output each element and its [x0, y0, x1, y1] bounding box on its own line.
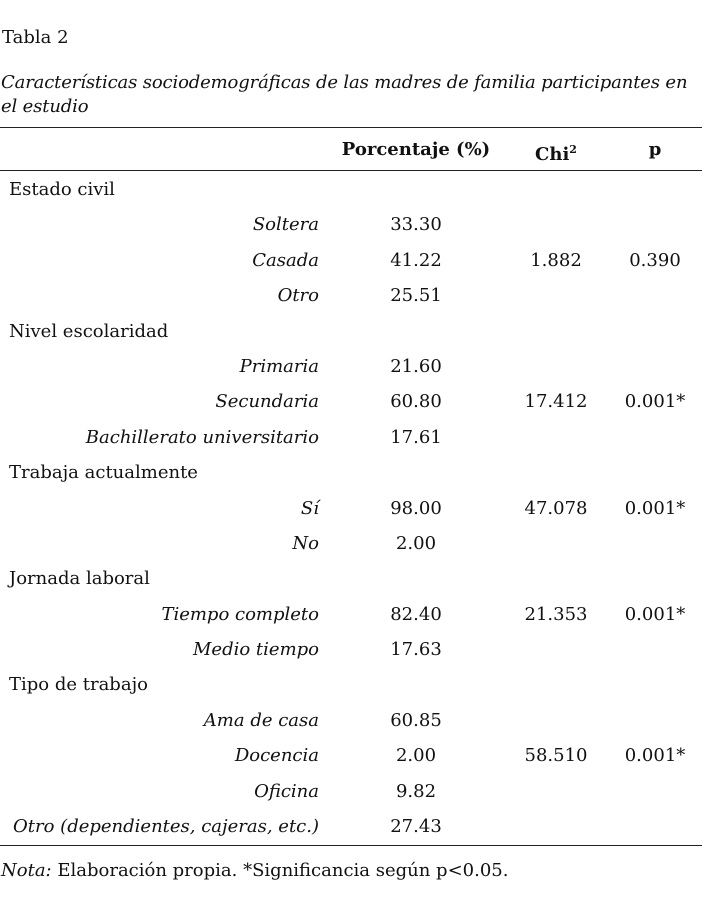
- header-chi-text: Chi: [535, 144, 570, 165]
- percentage-cell: 82.40: [390, 603, 442, 625]
- row-label: Otro: [277, 285, 319, 307]
- row-label: Secundaria: [215, 391, 319, 413]
- table-row: [0, 386, 702, 421]
- percentage-cell: 2.00: [395, 745, 437, 767]
- row-label: Ama de casa: [203, 709, 319, 731]
- category-label: Jornada laboral: [9, 568, 150, 590]
- row-label: Soltera: [252, 214, 319, 236]
- row-label: Sí: [300, 497, 319, 519]
- row-label: Oficina: [254, 780, 319, 802]
- percentage-cell: 60.80: [390, 391, 442, 413]
- percentage-cell: 9.82: [395, 780, 437, 802]
- percentage-cell: 21.60: [390, 355, 442, 377]
- table-row: [0, 599, 702, 634]
- category-label: Tipo de trabajo: [9, 674, 148, 696]
- percentage-cell: 27.43: [390, 816, 442, 838]
- category-label: Trabaja actualmente: [9, 462, 198, 484]
- table-bottom-rule: [0, 845, 702, 846]
- table-row: [0, 493, 702, 528]
- percentage-cell: 98.00: [390, 497, 442, 519]
- percentage-cell: 25.51: [390, 285, 442, 307]
- p-value-cell: 0.001*: [624, 497, 686, 519]
- table-number: Tabla 2: [2, 27, 69, 48]
- category-label: Nivel escolaridad: [9, 320, 169, 342]
- table-row: [0, 528, 702, 563]
- table-body: [0, 174, 702, 846]
- row-label: Bachillerato universitario: [85, 426, 319, 448]
- percentage-cell: 2.00: [395, 532, 437, 554]
- row-label: Otro (dependientes, cajeras, etc.): [13, 816, 319, 838]
- p-value-cell: 0.001*: [624, 745, 686, 767]
- table-top-rule: [0, 127, 702, 128]
- percentage-cell: 33.30: [390, 214, 442, 236]
- table-row: [0, 209, 702, 244]
- category-row: [0, 457, 702, 492]
- table-row: [0, 705, 702, 740]
- note-prefix: Nota:: [1, 860, 52, 881]
- header-chi: [508, 138, 604, 167]
- category-row: [0, 174, 702, 209]
- row-label: No: [292, 532, 319, 554]
- table-row: [0, 422, 702, 457]
- row-label: Docencia: [234, 745, 319, 767]
- table-note: [1, 859, 508, 883]
- p-value-cell: 0.001*: [624, 391, 686, 413]
- table-row: [0, 740, 702, 775]
- row-label: Casada: [252, 249, 319, 271]
- percentage-cell: 41.22: [390, 249, 442, 271]
- chi-cell: 21.353: [524, 603, 588, 625]
- header-p: p: [648, 139, 662, 160]
- table-row: [0, 811, 702, 846]
- table-row: [0, 351, 702, 386]
- header-percentage: Porcentaje (%): [341, 139, 491, 160]
- category-row: [0, 563, 702, 598]
- category-row: [0, 669, 702, 704]
- p-value-cell: 0.390: [629, 249, 681, 271]
- table-row: [0, 634, 702, 669]
- header-chi-superscript: 2: [569, 143, 577, 156]
- row-label: Primaria: [239, 355, 319, 377]
- table-row: [0, 245, 702, 280]
- percentage-cell: 17.61: [390, 426, 442, 448]
- chi-cell: 1.882: [530, 249, 582, 271]
- chi-cell: 58.510: [524, 745, 588, 767]
- note-text: Elaboración propia. *Significancia según p<0.05.: [51, 860, 509, 881]
- category-label: Estado civil: [9, 179, 115, 200]
- table-row: [0, 280, 702, 315]
- table-caption: Características sociodemográficas de las madres de familia participantes en el estudio: [1, 72, 688, 117]
- chi-cell: 47.078: [524, 497, 588, 519]
- table-header-rule: [0, 170, 702, 171]
- percentage-cell: 17.63: [390, 639, 442, 661]
- chi-cell: 17.412: [524, 391, 588, 413]
- row-label: Tiempo completo: [161, 603, 319, 625]
- table-row: [0, 776, 702, 811]
- percentage-cell: 60.85: [390, 709, 442, 731]
- row-label: Medio tiempo: [193, 639, 319, 661]
- p-value-cell: 0.001*: [624, 603, 686, 625]
- category-row: [0, 316, 702, 351]
